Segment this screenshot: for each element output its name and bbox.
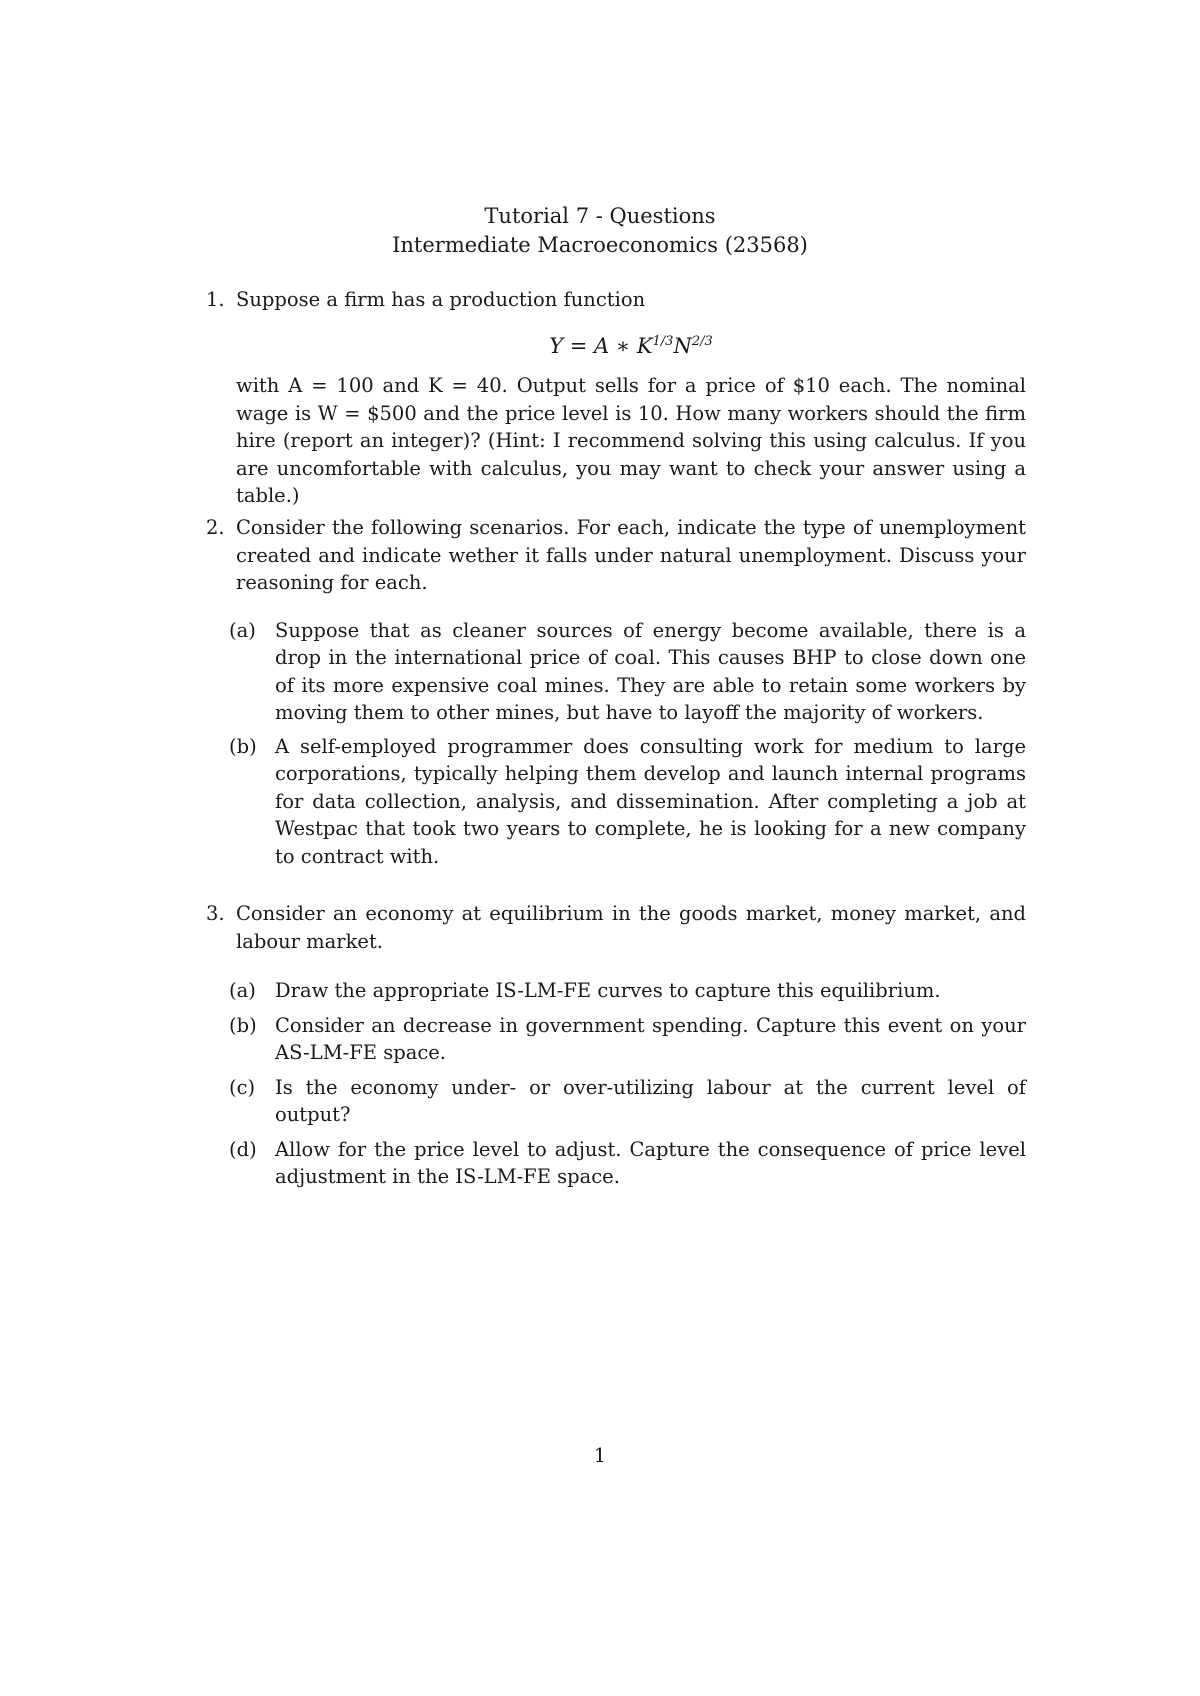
question-number: 3. xyxy=(206,902,225,925)
production-function-formula xyxy=(236,328,1026,361)
part-text: A self-employed programmer does consulting work for medium to large corporations, typically helping them develop and launch internal programs for data collection, analysis, and dissemination. After completing a job at Westpac that took two years to complete, he is looking for a new company to contract with. xyxy=(275,734,1026,868)
part-text: Is the economy under- or over-utilizing labour at the current level of output? xyxy=(275,1075,1026,1126)
question-3 xyxy=(206,900,1026,1191)
part-label: (b) xyxy=(229,1013,257,1037)
document-title: Tutorial 7 - Questions xyxy=(484,204,716,228)
question-number: 2. xyxy=(206,516,225,539)
question-text: Consider an economy at equilibrium in the goods market, money market, and labour market. xyxy=(236,902,1026,953)
question-part-d xyxy=(229,1136,1026,1191)
question-part-b xyxy=(229,733,1026,871)
question-part-a xyxy=(229,977,1026,1005)
formula-exponent-k: 1/3 xyxy=(652,333,674,349)
part-label: (c) xyxy=(229,1075,256,1099)
formula-exponent-n: 2/3 xyxy=(691,333,713,349)
question-1 xyxy=(206,286,1026,510)
question-text: with A = 100 and K = 40. Output sells for a price of $10 each. The nominal wage is W = $500 and the price level is 10. How many workers should the firm hire (report an integer)? (Hint: I recommend solving this using calculus. If you are uncomfortable with calculus, you may want to check your answer using a table.) xyxy=(236,374,1026,507)
page-number: 1 xyxy=(593,1444,607,1467)
course-title: Intermediate Macroeconomics (23568) xyxy=(392,233,808,257)
part-label: (d) xyxy=(229,1137,257,1161)
formula-n: N xyxy=(673,333,692,358)
question-part-c xyxy=(229,1074,1026,1129)
part-label: (a) xyxy=(229,618,256,642)
question-part-a xyxy=(229,617,1026,727)
question-text: Consider the following scenarios. For each, indicate the type of unemployment created and indicate wether it falls under natural unemployment. Discuss your reasoning for each. xyxy=(236,516,1026,594)
question-2 xyxy=(206,514,1026,870)
part-text: Allow for the price level to adjust. Capture the consequence of price level adjustment in the IS-LM-FE space. xyxy=(275,1137,1026,1188)
part-text: Suppose that as cleaner sources of energy become available, there is a drop in the international price of coal. This causes BHP to close down one of its more expensive coal mines. They are able to retain some workers by moving them to other mines, but have to layoff the majority of workers. xyxy=(275,618,1026,724)
part-label: (b) xyxy=(229,734,257,758)
question-intro: Suppose a firm has a production function xyxy=(236,288,646,311)
title-block xyxy=(0,202,1200,260)
part-text: Draw the appropriate IS-LM-FE curves to capture this equilibrium. xyxy=(275,979,941,1002)
formula-lhs: Y = A ∗ K xyxy=(549,333,653,358)
question-part-b xyxy=(229,1012,1026,1067)
question-number: 1. xyxy=(206,288,225,311)
part-label: (a) xyxy=(229,979,256,1002)
part-text: Consider an decrease in government spending. Capture this event on your AS-LM-FE space. xyxy=(275,1013,1026,1064)
